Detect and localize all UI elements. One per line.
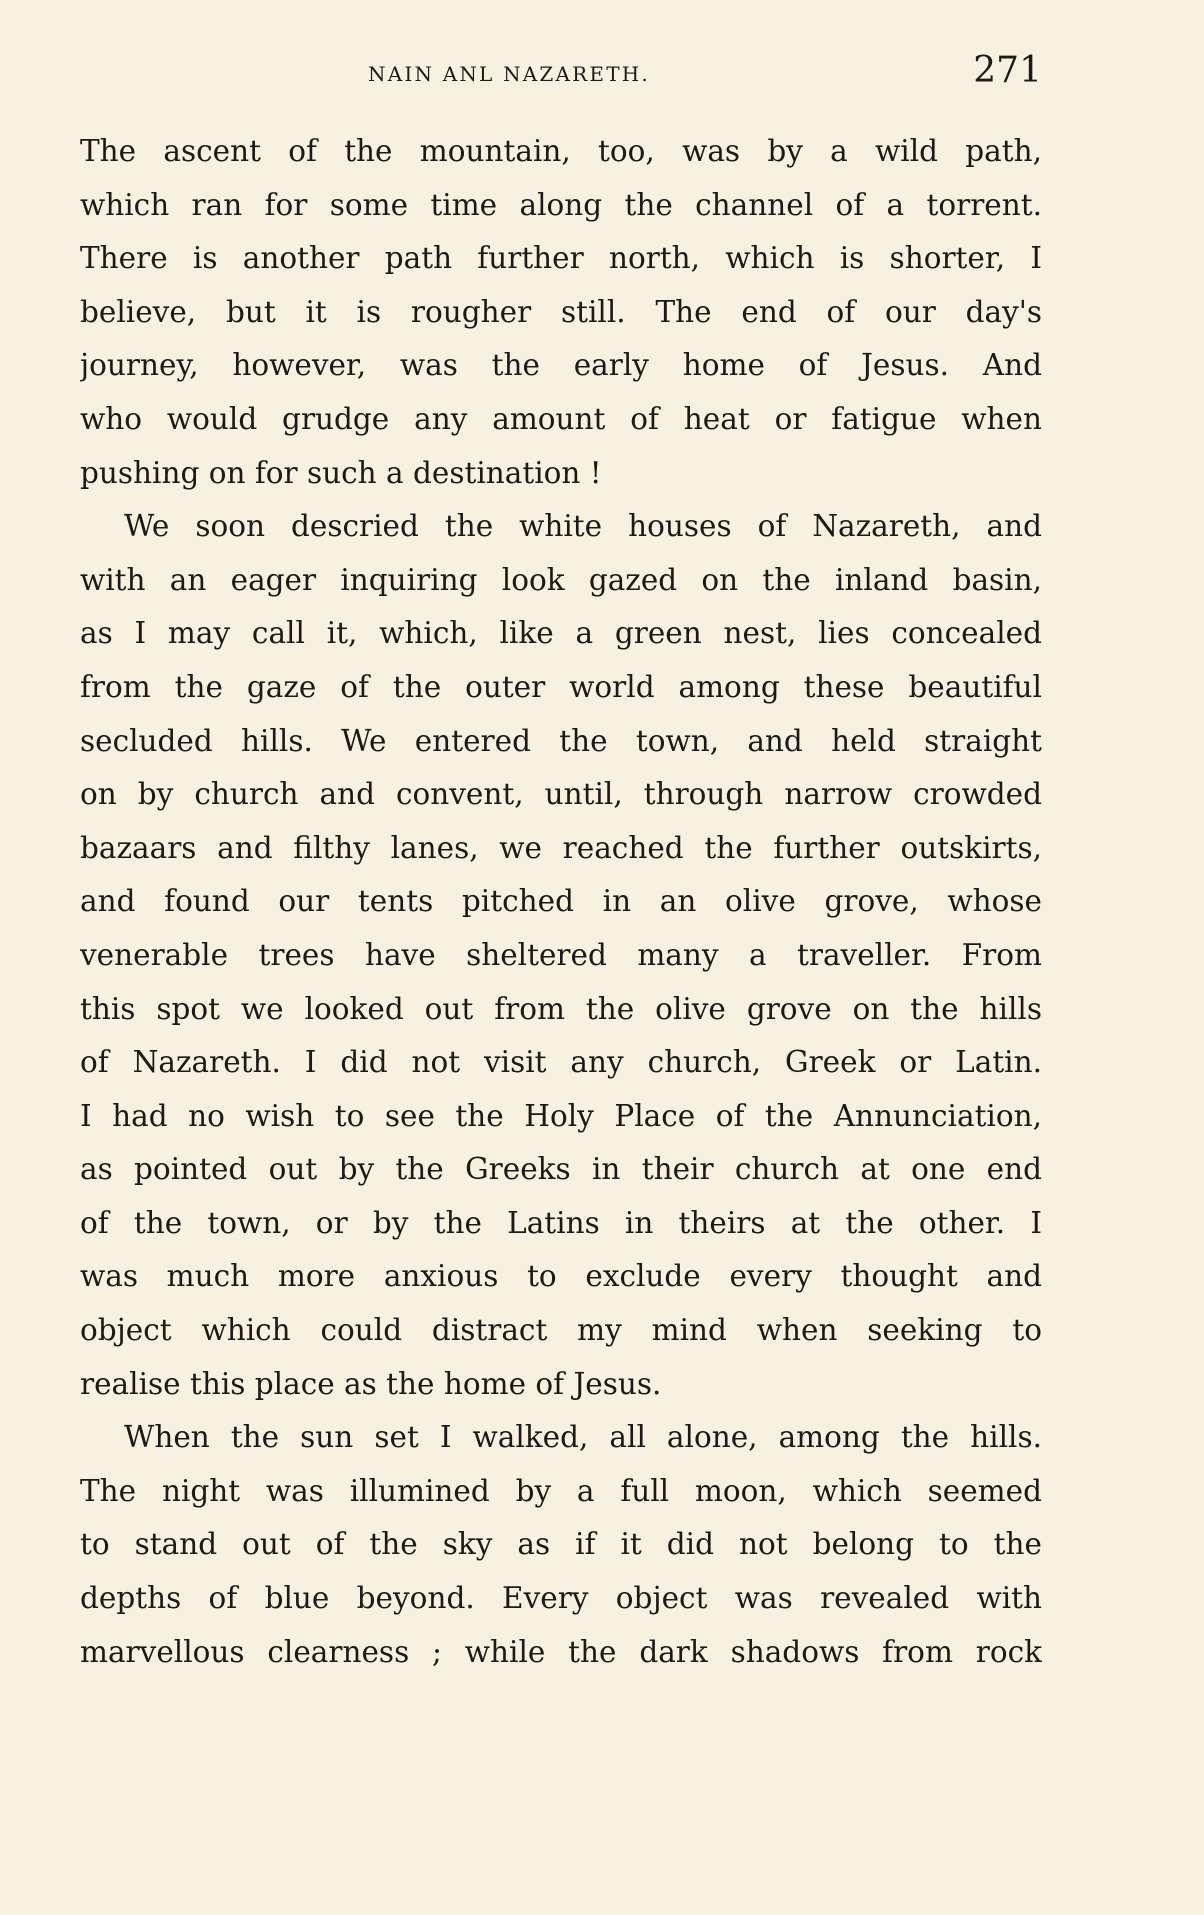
text-line: realise this place as the home of Jesus. [80, 1366, 662, 1401]
text-line: believe, but it is rougher still. The end of our day's [80, 294, 1042, 329]
page-number: 271 [973, 50, 1042, 91]
text-line: The ascent of the mountain, too, was by a wild path, [80, 134, 1042, 168]
text-line: was much more anxious to exclude every thought and [80, 1259, 1042, 1294]
text-line: The night was illumined by a full moon, which seemed [80, 1473, 1042, 1508]
text-line: pushing on for such a destination ! [80, 455, 602, 490]
text-line: depths of blue beyond. Every object was revealed with [80, 1581, 1042, 1616]
text-line: and found our tents pitched in an olive grove, whose [80, 884, 1042, 919]
text-line: marvellous clearness ; while the dark shadows from rock [80, 1634, 1042, 1669]
text-line: of the town, or by the Latins in theirs at the other. I [80, 1205, 1042, 1240]
text-line: with an eager inquiring look gazed on the inland basin, [80, 562, 1042, 597]
text-line: object which could distract my mind when seeking to [80, 1313, 1042, 1348]
text-line: secluded hills. We entered the town, and held straight [80, 723, 1042, 758]
text-line: venerable trees have sheltered many a traveller. From [80, 937, 1042, 972]
text-line: When the sun set I walked, all alone, among the hills. [124, 1420, 1042, 1455]
text-line: as I may call it, which, like a green nest, lies concealed [80, 616, 1042, 651]
text-line: to stand out of the sky as if it did not belong to the [80, 1527, 1042, 1562]
text-line: from the gaze of the outer world among these beautiful [80, 669, 1042, 704]
text-line: which ran for some time along the channel of a torrent. [80, 187, 1042, 222]
running-head [80, 50, 1042, 100]
text-line: journey, however, was the early home of Jesus. And [80, 348, 1042, 383]
text-line: There is another path further north, which is shorter, I [80, 241, 1042, 276]
text-line: who would grudge any amount of heat or fatigue when [80, 401, 1042, 436]
text-line: bazaars and filthy lanes, we reached the further outskirts, [80, 830, 1042, 865]
text-line: on by church and convent, until, through narrow crowded [80, 777, 1042, 812]
text-line: of Nazareth. I did not visit any church, Greek or Latin. [80, 1045, 1042, 1080]
text-line: We soon descried the white houses of Nazareth, and [124, 509, 1042, 544]
text-line: as pointed out by the Greeks in their church at one end [80, 1152, 1042, 1187]
body-text [80, 125, 1042, 1679]
text-line: I had no wish to see the Holy Place of the Annunciation, [80, 1098, 1042, 1133]
running-title: NAIN ANL NAZARETH. [368, 62, 650, 86]
text-line: this spot we looked out from the olive grove on the hills [80, 991, 1042, 1026]
